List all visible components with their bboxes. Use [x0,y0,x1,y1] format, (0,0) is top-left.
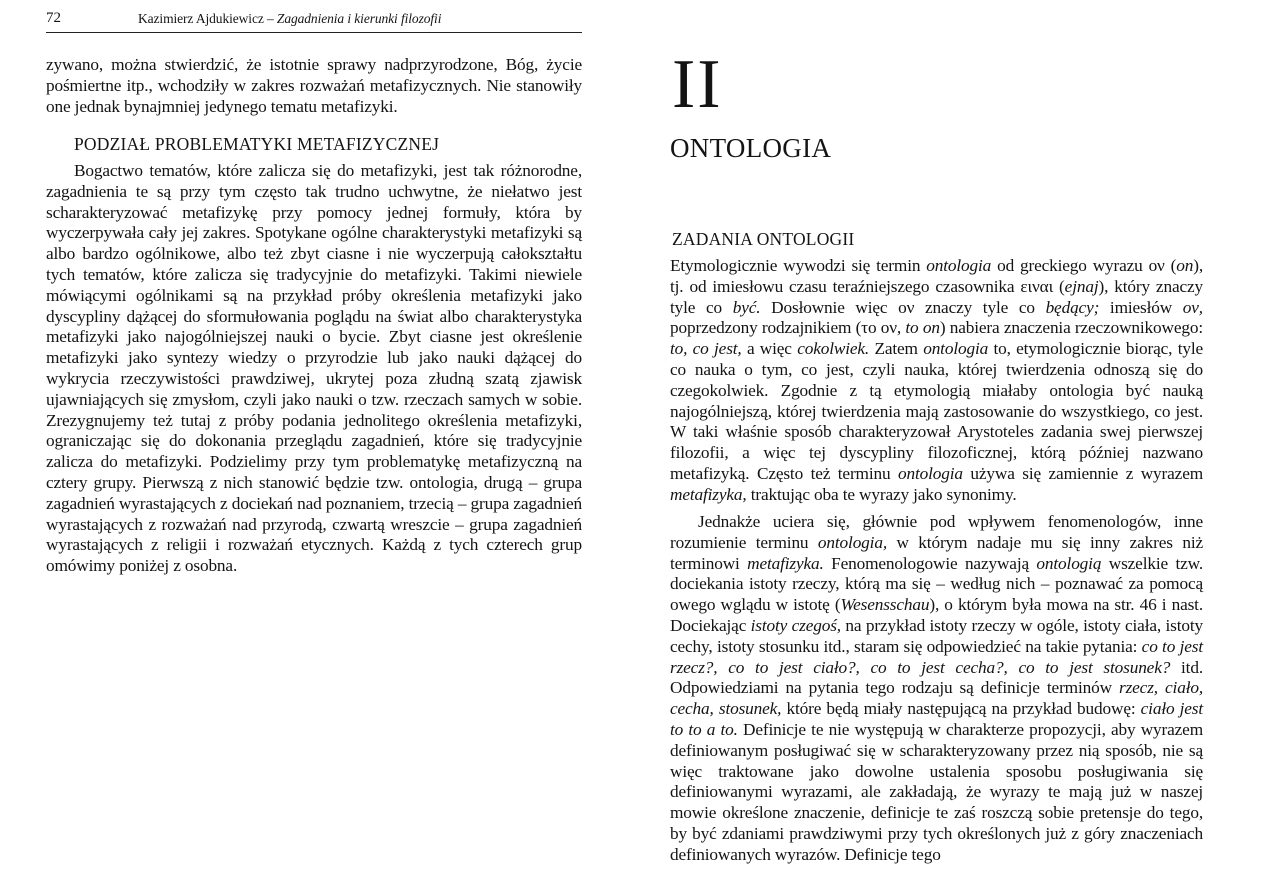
chapter-title: ONTOLOGIA [670,133,832,163]
italic-term: istoty czegoś, [750,615,841,635]
italic-term: metafizyka, [670,484,747,504]
text-run: Jednakże uciera się, głównie pod wpływem fenomenologów, inne rozumienie terminu [670,512,1203,552]
italic-term: ontologia [923,339,989,359]
paragraph-podzial: Bogactwo tematów, które zalicza się do metafizyki, jest tak różnorodne, zagadnienia te są przy tym często tak trudno uchwytne, że niełatwo jest scharakteryzować metafizykę przy pomocy jednej formuły, która by wyczerpywała cały jej zakres. Spotykane ogólne charakterystyki metafizyki są albo bardzo ogólnikowe, albo też zbyt ciasne i nie wyczerpują całokształtu tych tematów, które zalicza się tradycyjnie do metafizyki. Takimi niewiele mówiącymi ogólnikami są na przykład próby określenia metafizyki jako dyscypliny dążącej do sformułowania poglądu na świat albo charakterystyka metafizyki jako najogólniejszej nauki o bycie. Zbyt ciasne jest określenie metafizyki jako syntezy wiedzy o przyrodzie lub jako nauki dążącej do wykrycia rzeczywistości prawdziwej, ukrytej poza złudną szatą zjawisk ujawniających się zmysłom, czyli jako nauki o tzw. rzeczach samych w sobie. Zrezygnujemy też tutaj z próby podania jednolitego określenia metafizyki, ograniczając się do dokonania przeglądu zagadnień, które się tradycyjnie zalicza do metafizyki. Podzielimy przy tym problematykę metafizyczną na cztery grupy. Pierwszą z nich stanowić będzie tzw. ontologia, drugą – grupa zagadnień wyrastających z dociekań nad poznaniem, trzecią – grupa zagadnień wyrastających z rozważań nad przyrodą, czwartą wreszcie – grupa zagadnień wyrastających z religii i rozważań etycznych. Każdą z tych czterech grup omówimy poniżej z osobna. [46,161,582,576]
italic-term: ontologia [898,463,963,483]
text-run: ), tj. od imiesłowu czasu teraźniejszego czasownika ειναι ( [670,256,1204,296]
text-run: Etymologicznie wywodzi się termin [670,256,927,275]
text-run: wszelkie tzw. dociekania istoty rzeczy, którą ma się – według nich – poznawać za pomocą owego wglądu w istotę ( [670,553,1203,615]
text-run: ), który znaczy tyle co [670,276,1203,317]
text-run: traktując oba te wyrazy jako synonimy. [746,484,1017,504]
text-run: Dosłownie więc ον znaczy tyle co [760,297,1046,317]
running-head [46,10,582,33]
text-run: poprzedzony rodzajnikiem (το ον, [670,318,906,338]
text-run: imiesłów [1099,297,1183,317]
page-number: 72 [46,10,61,26]
italic-term: być. [732,297,761,317]
author-name: Kazimierz Ajdukiewicz – [138,11,277,26]
text-run: Zatem [869,339,924,359]
italic-term: metafizyka. [747,553,824,573]
text-run: Definicje te nie występują w charakterze propozycji, aby wyrazem definiowanym posługiwać się w scharakteryzowany przez nią sposób, nie są więc traktowane jako dowolne ustalenia sposobu posługiwania się definiowanymi wyrazami, ale zakładają, że wyrazy te mają już w naszej mowie określone znaczenie, definicje te zaś roszczą sobie pretensje do tego, by być zdaniami prawdziwymi przy tych określonych już z góry znaczeniach definiowanych wyrazów. Definicje tego [670,719,1203,864]
italic-term: ontologia, [817,532,887,552]
italic-term: ejnaj [1064,276,1099,296]
italic-term: ον, [1182,297,1203,317]
text-run: a więc [741,339,798,359]
section-heading-zadania: ZADANIA ONTOLOGII [672,229,855,249]
text-run: ), o którym była mowa na str. 46 i nast. Dociekając [670,595,1204,635]
italic-term: Wesensschau [840,595,930,615]
text-run: Fenomenologowie nazywają [823,553,1037,573]
running-head-text [138,11,441,27]
text-run: to, etymologicznie biorąc, tyle co nauka o tym, co jest, czyli nauka, której twierdzenia odnoszą się do czegokolwiek. Zgodnie z tą etymologią miałaby ontologia być nauką najogólniejszą, której twierdzenia mają zastosowanie do wszystkiego, co jest. W taki właśnie sposób charakteryzował Arystoteles zadania swej pierwszej filozofii, a więc tej dyscypliny filozoficznej, którą później nazwano metafizyką. Często też terminu [670,339,1204,483]
italic-term: rzecz, ciało, cecha, stosunek, [670,678,1204,719]
italic-term: on [1176,256,1194,275]
chapter-number: II [672,46,723,123]
text-run: na przykład istoty rzeczy w ogóle, istoty ciała, istoty cechy, istoty stosunku itd., staram się odpowiedzieć na takie pytania: [670,615,1203,656]
italic-term: to, co jest, [670,339,742,359]
section-heading-podzial: PODZIAŁ PROBLEMATYKI METAFIZYCZNEJ [74,134,440,154]
italic-term: to on [905,318,940,338]
italic-term: ontologia [926,256,992,275]
italic-term: ontologią [1036,553,1102,573]
italic-term: cokolwiek. [797,339,870,359]
italic-term: co to jest rzecz?, co to jest ciało?, co to jest cecha?, co to jest stosunek? [670,636,1203,677]
paragraph-phenomenology [670,512,1203,866]
italic-term: będący; [1045,297,1100,317]
paragraph-continued: zywano, można stwierdzić, że istotnie sprawy nadprzyrodzone, Bóg, życie pośmiertne itp., wchodziły w zakres rozważań metafizycznych. Nie stanowiły one jednak bynajmniej jedynego tematu metafizyki. [46,55,582,116]
book-title: Zagadnienia i kierunki filozofii [276,11,442,26]
italic-term: ciało jest to to a to. [670,699,1204,739]
paragraph-etymology [670,256,1203,506]
text-run: ) nabiera znaczenia rzeczownikowego: [939,318,1204,338]
text-run: od greckiego wyrazu ον ( [991,256,1177,275]
text-run: używa się zamiennie z wyrazem [962,463,1204,483]
text-run: w którym nadaje mu się inny zakres niż terminowi [670,532,1204,573]
text-run: które będą miały następującą na przykład budowę: [781,699,1141,719]
text-run: itd. Odpowiedziami na pytania tego rodzaju są definicje terminów [670,657,1203,698]
